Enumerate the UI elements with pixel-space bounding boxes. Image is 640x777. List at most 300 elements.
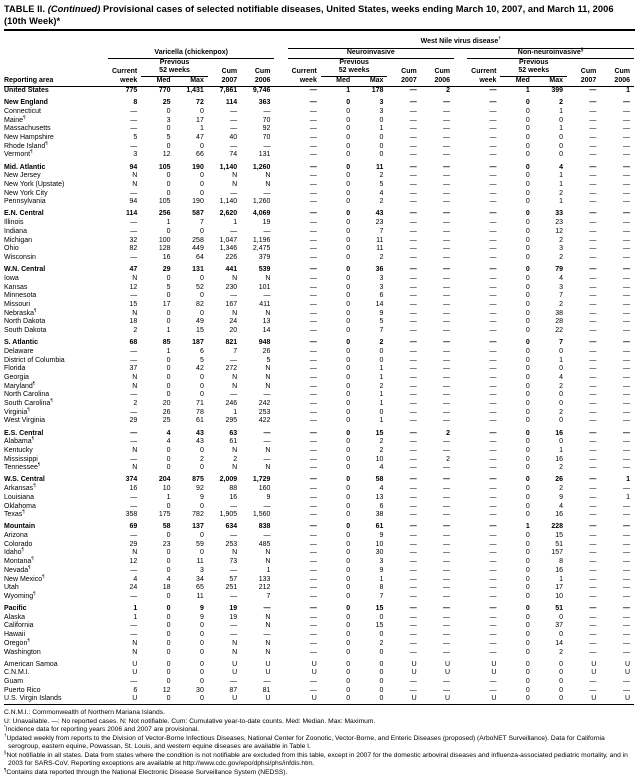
value-cell: — bbox=[309, 455, 317, 463]
value-cell: 12 bbox=[162, 686, 171, 694]
value-cell: — bbox=[443, 292, 451, 300]
value-cell: — bbox=[409, 408, 417, 416]
value-cell: 0 bbox=[166, 309, 171, 317]
value-cell: 0 bbox=[379, 695, 384, 703]
value-cell: — bbox=[443, 391, 451, 399]
footnote: C.N.M.I.: Commonwealth of Northern Mariana Islands. bbox=[4, 709, 165, 717]
value-cell: 0 bbox=[166, 532, 171, 540]
value-cell: 0 bbox=[525, 417, 530, 425]
value-cell: — bbox=[489, 107, 497, 115]
column-spacer bbox=[274, 99, 287, 108]
notifiable-diseases-table bbox=[4, 37, 634, 705]
value-cell: — bbox=[489, 523, 497, 531]
value-cell: 0 bbox=[525, 245, 530, 253]
value-cell: 0 bbox=[346, 622, 351, 630]
value-cell: — bbox=[309, 198, 317, 206]
value-cell: 0 bbox=[525, 639, 530, 647]
value-cell: 0 bbox=[525, 502, 530, 510]
value-cell: — bbox=[489, 648, 497, 656]
value-cell: 4 bbox=[559, 373, 564, 381]
value-cell: 10 bbox=[555, 592, 564, 600]
table-row bbox=[4, 365, 634, 374]
value-cell: 1 bbox=[559, 180, 564, 188]
reporting-area-cell: California bbox=[4, 622, 34, 630]
value-cell: 0 bbox=[166, 274, 171, 282]
value-cell: — bbox=[489, 485, 497, 493]
col-group-non-neuroinvasive: Non-neuroinvasive§ bbox=[467, 48, 634, 58]
col-header-cum: Cum bbox=[614, 67, 630, 75]
value-cell: — bbox=[230, 292, 238, 300]
value-cell: 43 bbox=[196, 429, 204, 437]
value-cell: 9 bbox=[199, 493, 204, 501]
value-cell: 2 bbox=[379, 639, 384, 647]
value-cell: — bbox=[230, 532, 238, 540]
value-cell: — bbox=[489, 455, 497, 463]
footnote: †Updated weekly from reports to the Division of Vector-Borne Infectious Diseases, National Center for Zoonotic, Vector-Borne, and Enteric Diseases (proposed) (ArboNET Surveillance). Data for California serogroup, eastern equine, Powassan, St. Louis, and western equine diseases are available in Table I. bbox=[4, 732, 605, 751]
column-spacer bbox=[454, 181, 467, 190]
value-cell: — bbox=[409, 549, 417, 557]
value-cell: — bbox=[309, 622, 317, 630]
value-cell: 2,009 bbox=[219, 476, 238, 484]
value-cell: 0 bbox=[166, 391, 171, 399]
value-cell: — bbox=[309, 400, 317, 408]
column-spacer bbox=[454, 198, 467, 207]
value-cell: — bbox=[489, 382, 497, 390]
value-cell: 0 bbox=[166, 180, 171, 188]
value-cell: 0 bbox=[166, 382, 171, 390]
value-cell: — bbox=[589, 584, 597, 592]
value-cell: 128 bbox=[158, 245, 171, 253]
value-cell: — bbox=[409, 227, 417, 235]
value-cell: 3 bbox=[133, 151, 138, 159]
footnote-marker: † bbox=[4, 732, 7, 738]
value-cell: 7,861 bbox=[219, 87, 238, 95]
value-cell: — bbox=[589, 429, 597, 437]
value-cell: — bbox=[309, 163, 317, 171]
column-spacer bbox=[274, 622, 287, 631]
value-cell: — bbox=[623, 485, 630, 493]
value-cell: 19 bbox=[229, 613, 238, 621]
column-spacer bbox=[274, 198, 287, 207]
value-cell: 6 bbox=[379, 502, 384, 510]
value-cell: 26 bbox=[262, 347, 271, 355]
value-cell: — bbox=[309, 686, 317, 694]
value-cell: 0 bbox=[166, 189, 171, 197]
value-cell: — bbox=[589, 300, 597, 308]
value-cell: 0 bbox=[525, 446, 530, 454]
reporting-area-cell: S. Atlantic bbox=[4, 339, 38, 347]
reporting-area-cell: Mountain bbox=[4, 523, 36, 531]
value-cell: 0 bbox=[346, 339, 351, 347]
column-spacer bbox=[274, 172, 287, 181]
value-cell: 101 bbox=[258, 283, 271, 291]
value-cell: — bbox=[623, 429, 630, 437]
value-cell: — bbox=[309, 327, 317, 335]
value-cell: U bbox=[491, 669, 497, 677]
value-cell: — bbox=[309, 227, 317, 235]
value-cell: 5 bbox=[379, 318, 384, 326]
reporting-area-cell: Hawaii bbox=[4, 631, 26, 639]
reporting-area-cell: Iowa bbox=[4, 274, 19, 282]
value-cell: 2 bbox=[559, 648, 564, 656]
footnote: ¶Contains data reported through the National Electronic Disease Surveillance System (NEDSS). bbox=[4, 766, 288, 776]
value-cell: 230 bbox=[225, 283, 238, 291]
value-cell: — bbox=[309, 365, 317, 373]
value-cell: 0 bbox=[346, 648, 351, 656]
value-cell: 1,047 bbox=[219, 236, 238, 244]
reporting-area-cell: West Virginia bbox=[4, 417, 45, 425]
reporting-area-cell: Nebraska¶ bbox=[4, 307, 37, 317]
value-cell: 0 bbox=[525, 210, 530, 218]
value-cell: 2 bbox=[559, 464, 564, 472]
value-cell: — bbox=[489, 151, 497, 159]
value-cell: 9 bbox=[199, 605, 204, 613]
col-header-med: Med bbox=[500, 76, 533, 86]
value-cell: 43 bbox=[375, 210, 384, 218]
table-row bbox=[4, 391, 634, 400]
value-cell: 0 bbox=[199, 309, 204, 317]
value-cell: 0 bbox=[199, 189, 204, 197]
value-cell: 422 bbox=[258, 417, 271, 425]
value-cell: 0 bbox=[166, 172, 171, 180]
value-cell: 29 bbox=[129, 540, 138, 548]
value-cell: 1 bbox=[346, 87, 351, 95]
column-spacer bbox=[274, 228, 287, 237]
value-cell: — bbox=[409, 107, 417, 115]
value-cell: — bbox=[309, 99, 317, 107]
column-spacer bbox=[454, 99, 467, 108]
value-cell: — bbox=[623, 254, 630, 261]
value-cell: 5 bbox=[133, 134, 138, 142]
value-cell: — bbox=[263, 631, 271, 639]
value-cell: 0 bbox=[346, 266, 351, 274]
value-cell: — bbox=[309, 125, 317, 133]
value-cell: — bbox=[309, 631, 317, 639]
value-cell: — bbox=[309, 151, 317, 159]
value-cell: — bbox=[623, 236, 630, 244]
value-cell: — bbox=[489, 678, 497, 686]
reporting-area-cell: Delaware bbox=[4, 347, 34, 355]
value-cell: 15 bbox=[129, 300, 138, 308]
value-cell: 47 bbox=[129, 266, 138, 274]
value-cell: — bbox=[130, 227, 138, 235]
value-cell: 0 bbox=[166, 558, 171, 566]
value-cell: — bbox=[443, 511, 451, 519]
value-cell: — bbox=[589, 532, 597, 540]
value-cell: — bbox=[409, 180, 417, 188]
value-cell: — bbox=[589, 227, 597, 235]
value-cell: 4,069 bbox=[252, 210, 271, 218]
column-spacer bbox=[454, 327, 467, 336]
value-cell: — bbox=[309, 446, 317, 454]
column-spacer bbox=[454, 494, 467, 503]
reporting-area-cell: Rhode Island¶ bbox=[4, 140, 48, 150]
value-cell: — bbox=[309, 142, 317, 150]
table-row bbox=[4, 661, 634, 670]
value-cell: 0 bbox=[525, 219, 530, 227]
value-cell: — bbox=[489, 540, 497, 548]
table-row bbox=[4, 134, 634, 143]
value-cell: 1 bbox=[379, 373, 384, 381]
column-spacer bbox=[454, 464, 467, 473]
value-cell: 3 bbox=[379, 558, 384, 566]
value-cell: 256 bbox=[158, 210, 171, 218]
value-cell: N bbox=[265, 613, 271, 621]
value-cell: — bbox=[409, 339, 417, 347]
value-cell: — bbox=[489, 464, 497, 472]
value-cell: — bbox=[589, 549, 597, 557]
value-cell: 0 bbox=[346, 566, 351, 574]
value-cell: — bbox=[409, 532, 417, 540]
value-cell: 0 bbox=[346, 356, 351, 364]
value-cell: 131 bbox=[192, 266, 204, 274]
value-cell: 43 bbox=[196, 438, 204, 446]
value-cell: 0 bbox=[199, 631, 204, 639]
value-cell: — bbox=[623, 438, 630, 446]
value-cell: 0 bbox=[525, 99, 530, 107]
value-cell: 10 bbox=[375, 540, 384, 548]
column-spacer bbox=[274, 631, 287, 640]
value-cell: 0 bbox=[346, 116, 351, 124]
value-cell: 0 bbox=[346, 523, 351, 531]
value-cell: — bbox=[130, 592, 138, 600]
value-cell: 2 bbox=[379, 438, 384, 446]
value-cell: 0 bbox=[525, 493, 530, 501]
value-cell: 0 bbox=[559, 695, 564, 703]
value-cell: — bbox=[309, 429, 317, 437]
reporting-area-cell: Utah bbox=[4, 584, 19, 592]
value-cell: 0 bbox=[525, 464, 530, 472]
value-cell: — bbox=[589, 142, 597, 150]
value-cell: U bbox=[265, 660, 271, 668]
value-cell: N bbox=[232, 382, 238, 390]
table-row bbox=[4, 678, 634, 687]
value-cell: 0 bbox=[559, 400, 564, 408]
value-cell: 17 bbox=[162, 300, 171, 308]
value-cell: 0 bbox=[346, 549, 351, 557]
value-cell: — bbox=[623, 99, 630, 107]
value-cell: — bbox=[130, 622, 138, 630]
value-cell: — bbox=[589, 172, 597, 180]
column-spacer bbox=[274, 523, 287, 532]
value-cell: — bbox=[589, 309, 597, 317]
table-row bbox=[4, 254, 634, 263]
column-spacer bbox=[454, 125, 467, 134]
value-cell: — bbox=[623, 134, 630, 142]
value-cell: — bbox=[589, 327, 597, 335]
footnote-marker: ¶ bbox=[33, 307, 37, 313]
value-cell: 0 bbox=[199, 669, 204, 677]
value-cell: N bbox=[265, 558, 271, 566]
value-cell: — bbox=[623, 455, 630, 463]
value-cell: — bbox=[263, 429, 271, 437]
value-cell: — bbox=[443, 365, 451, 373]
value-cell: — bbox=[409, 116, 417, 124]
value-cell: 0 bbox=[525, 575, 530, 583]
value-cell: — bbox=[409, 300, 417, 308]
value-cell: U bbox=[132, 660, 138, 668]
column-spacer bbox=[454, 695, 467, 704]
value-cell: 587 bbox=[192, 210, 204, 218]
value-cell: 92 bbox=[196, 485, 204, 493]
value-cell: — bbox=[623, 318, 630, 326]
value-cell: 0 bbox=[379, 142, 384, 150]
value-cell: — bbox=[589, 292, 597, 300]
value-cell: — bbox=[443, 309, 451, 317]
value-cell: 7 bbox=[379, 592, 384, 600]
column-spacer bbox=[274, 87, 287, 96]
column-spacer bbox=[454, 219, 467, 228]
column-spacer bbox=[454, 108, 467, 117]
value-cell: — bbox=[623, 198, 630, 206]
value-cell: 0 bbox=[346, 532, 351, 540]
value-cell: 78 bbox=[196, 408, 204, 416]
value-cell: 0 bbox=[559, 391, 564, 399]
footnote: U: Unavailable. —: No reported cases. N: Not notifiable. Cum: Cumulative year-to-date counts. Med: Median. Max: Maximum. bbox=[4, 717, 376, 725]
value-cell: 2 bbox=[559, 254, 564, 261]
value-cell: — bbox=[589, 631, 597, 639]
value-cell: — bbox=[230, 631, 238, 639]
value-cell: 0 bbox=[166, 365, 171, 373]
value-cell: 0 bbox=[199, 549, 204, 557]
column-spacer bbox=[454, 523, 467, 532]
value-cell: U bbox=[265, 669, 271, 677]
value-cell: 82 bbox=[129, 245, 138, 253]
value-cell: 0 bbox=[346, 502, 351, 510]
value-cell: 0 bbox=[525, 566, 530, 574]
value-cell: 1 bbox=[626, 476, 630, 484]
value-cell: — bbox=[309, 339, 317, 347]
col-header-52-weeks: 52 weeks bbox=[321, 67, 388, 76]
column-spacer bbox=[274, 339, 287, 348]
value-cell: 0 bbox=[346, 446, 351, 454]
value-cell: N bbox=[265, 639, 271, 647]
value-cell: 449 bbox=[192, 245, 204, 253]
value-cell: 0 bbox=[525, 455, 530, 463]
value-cell: 228 bbox=[551, 523, 564, 531]
footnote-marker: § bbox=[4, 749, 7, 755]
value-cell: — bbox=[263, 142, 271, 150]
column-spacer bbox=[274, 464, 287, 473]
table-row bbox=[4, 190, 634, 199]
value-cell: 0 bbox=[166, 292, 171, 300]
value-cell: 821 bbox=[225, 339, 238, 347]
value-cell: 11 bbox=[376, 245, 384, 253]
value-cell: — bbox=[589, 266, 597, 274]
table-row bbox=[4, 117, 634, 126]
value-cell: 12 bbox=[129, 558, 138, 566]
value-cell: — bbox=[623, 382, 630, 390]
value-cell: 3 bbox=[379, 99, 384, 107]
col-header-week: week bbox=[467, 76, 500, 86]
table-row bbox=[4, 476, 634, 485]
value-cell: 4 bbox=[379, 485, 384, 493]
value-cell: 114 bbox=[225, 99, 238, 107]
value-cell: — bbox=[409, 429, 417, 437]
column-spacer bbox=[274, 327, 287, 336]
value-cell: 94 bbox=[129, 198, 138, 206]
table-row bbox=[4, 310, 634, 319]
value-cell: — bbox=[589, 408, 597, 416]
value-cell: 4 bbox=[559, 163, 564, 171]
column-spacer bbox=[454, 622, 467, 631]
value-cell: — bbox=[409, 283, 417, 291]
value-cell: — bbox=[489, 318, 497, 326]
value-cell: — bbox=[443, 236, 451, 244]
value-cell: 1,140 bbox=[219, 163, 238, 171]
column-spacer bbox=[454, 605, 467, 614]
value-cell: 187 bbox=[192, 339, 204, 347]
value-cell: — bbox=[443, 283, 451, 291]
value-cell: — bbox=[489, 254, 497, 261]
value-cell: — bbox=[409, 511, 417, 519]
value-cell: — bbox=[309, 210, 317, 218]
value-cell: 0 bbox=[525, 309, 530, 317]
value-cell: 3 bbox=[166, 116, 171, 124]
table-row bbox=[4, 357, 634, 366]
col-header-cum: Cum bbox=[580, 67, 597, 75]
value-cell: — bbox=[589, 151, 597, 159]
value-cell: — bbox=[589, 134, 597, 142]
value-cell: — bbox=[309, 605, 317, 613]
reporting-area-cell: Texas¶ bbox=[4, 508, 25, 519]
value-cell: — bbox=[409, 631, 417, 639]
value-cell: 1 bbox=[233, 408, 238, 416]
value-cell: U bbox=[232, 695, 238, 703]
column-spacer bbox=[454, 266, 467, 275]
value-cell: — bbox=[443, 566, 451, 574]
footnote-marker: ¶ bbox=[21, 547, 24, 553]
column-spacer bbox=[454, 447, 467, 456]
value-cell: — bbox=[589, 400, 597, 408]
value-cell: — bbox=[309, 639, 317, 647]
value-cell: 0 bbox=[525, 605, 530, 613]
value-cell: 3 bbox=[559, 245, 564, 253]
value-cell: — bbox=[309, 245, 317, 253]
value-cell: 4 bbox=[133, 575, 138, 583]
value-cell: — bbox=[409, 236, 417, 244]
value-cell: 9 bbox=[559, 493, 564, 501]
value-cell: — bbox=[443, 151, 451, 159]
value-cell: 5 bbox=[266, 356, 271, 364]
value-cell: — bbox=[443, 417, 451, 425]
column-spacer bbox=[454, 614, 467, 623]
col-group-wnv: West Nile virus disease† bbox=[288, 37, 634, 48]
value-cell: 2 bbox=[559, 99, 564, 107]
value-cell: 2 bbox=[133, 327, 138, 335]
value-cell: 1 bbox=[626, 87, 630, 95]
value-cell: 0 bbox=[166, 446, 171, 454]
value-cell: 190 bbox=[192, 198, 204, 206]
reporting-area-cell: Massachusetts bbox=[4, 125, 51, 133]
value-cell: — bbox=[589, 540, 597, 548]
value-cell: 0 bbox=[166, 669, 171, 677]
value-cell: — bbox=[130, 107, 138, 115]
value-cell: 0 bbox=[199, 227, 204, 235]
value-cell: — bbox=[263, 107, 271, 115]
value-cell: — bbox=[409, 446, 417, 454]
value-cell: — bbox=[263, 391, 271, 399]
dagger-footnote-marker: † bbox=[498, 35, 501, 41]
column-spacer bbox=[274, 640, 287, 649]
value-cell: — bbox=[409, 219, 417, 227]
value-cell: 0 bbox=[379, 347, 384, 355]
table-row bbox=[4, 237, 634, 246]
value-cell: 22 bbox=[555, 327, 564, 335]
value-cell: — bbox=[130, 142, 138, 150]
value-cell: — bbox=[623, 300, 630, 308]
value-cell: — bbox=[443, 107, 451, 115]
